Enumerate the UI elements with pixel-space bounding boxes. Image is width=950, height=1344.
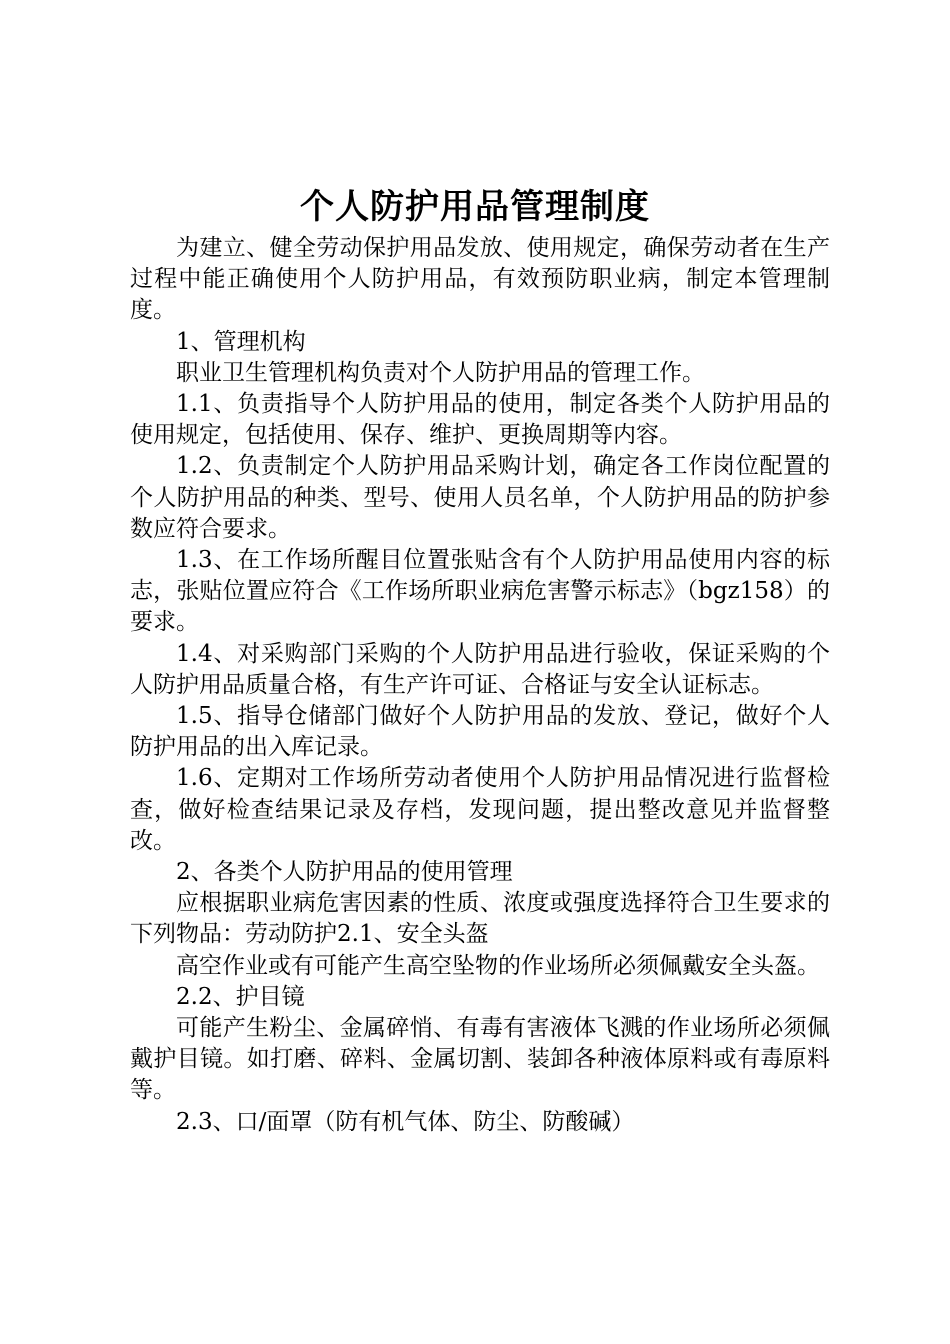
paragraph: 1.2、负责制定个人防护用品采购计划，确定各工作岗位配置的个人防护用品的种类、型号、使用人员名单，个人防护用品的防护参数应符合要求。 [130, 453, 830, 542]
document-title: 个人防护用品管理制度 [300, 187, 650, 227]
document-body [130, 233, 830, 1138]
paragraph: 1.4、对采购部门采购的个人防护用品进行验收，保证采购的个人防护用品质量合格，有生产许可证、合格证与安全认证标志。 [130, 640, 830, 698]
subsection-heading: 2.2、护目镜 [176, 983, 305, 1010]
paragraph: 应根据职业病危害因素的性质、浓度或强度选择符合卫生要求的下列物品：劳动防护2.1、安全头盔 [130, 890, 830, 948]
paragraph: 可能产生粉尘、金属碎悄、有毒有害液体飞溅的作业场所必须佩戴护目镜。如打磨、碎料、金属切割、装卸各种液体原料或有毒原料等。 [130, 1015, 830, 1104]
paragraph: 高空作业或有可能产生高空坠物的作业场所必须佩戴安全头盔。 [176, 952, 820, 979]
paragraph: 1.3、在工作场所醒目位置张贴含有个人防护用品使用内容的标志，张贴位置应符合《工作场所职业病危害警示标志》（bgz158）的要求。 [130, 547, 830, 636]
section-heading: 2、各类个人防护用品的使用管理 [176, 859, 513, 886]
paragraph: 1.5、指导仓储部门做好个人防护用品的发放、登记，做好个人防护用品的出入库记录。 [130, 703, 830, 761]
paragraph: 1.6、定期对工作场所劳动者使用个人防护用品情况进行监督检查，做好检查结果记录及存档，发现问题，提出整改意见并监督整改。 [130, 765, 830, 854]
paragraph-intro: 为建立、健全劳动保护用品发放、使用规定，确保劳动者在生产过程中能正确使用个人防护用品，有效预防职业病，制定本管理制度。 [130, 235, 830, 324]
paragraph: 职业卫生管理机构负责对个人防护用品的管理工作。 [176, 359, 705, 386]
subsection-heading: 2.3、口/面罩（防有机气体、防尘、防酸碱） [176, 1108, 635, 1135]
section-heading: 1、管理机构 [176, 328, 306, 355]
paragraph: 1.1、负责指导个人防护用品的使用，制定各类个人防护用品的使用规定，包括使用、保存、维护、更换周期等内容。 [130, 391, 830, 449]
